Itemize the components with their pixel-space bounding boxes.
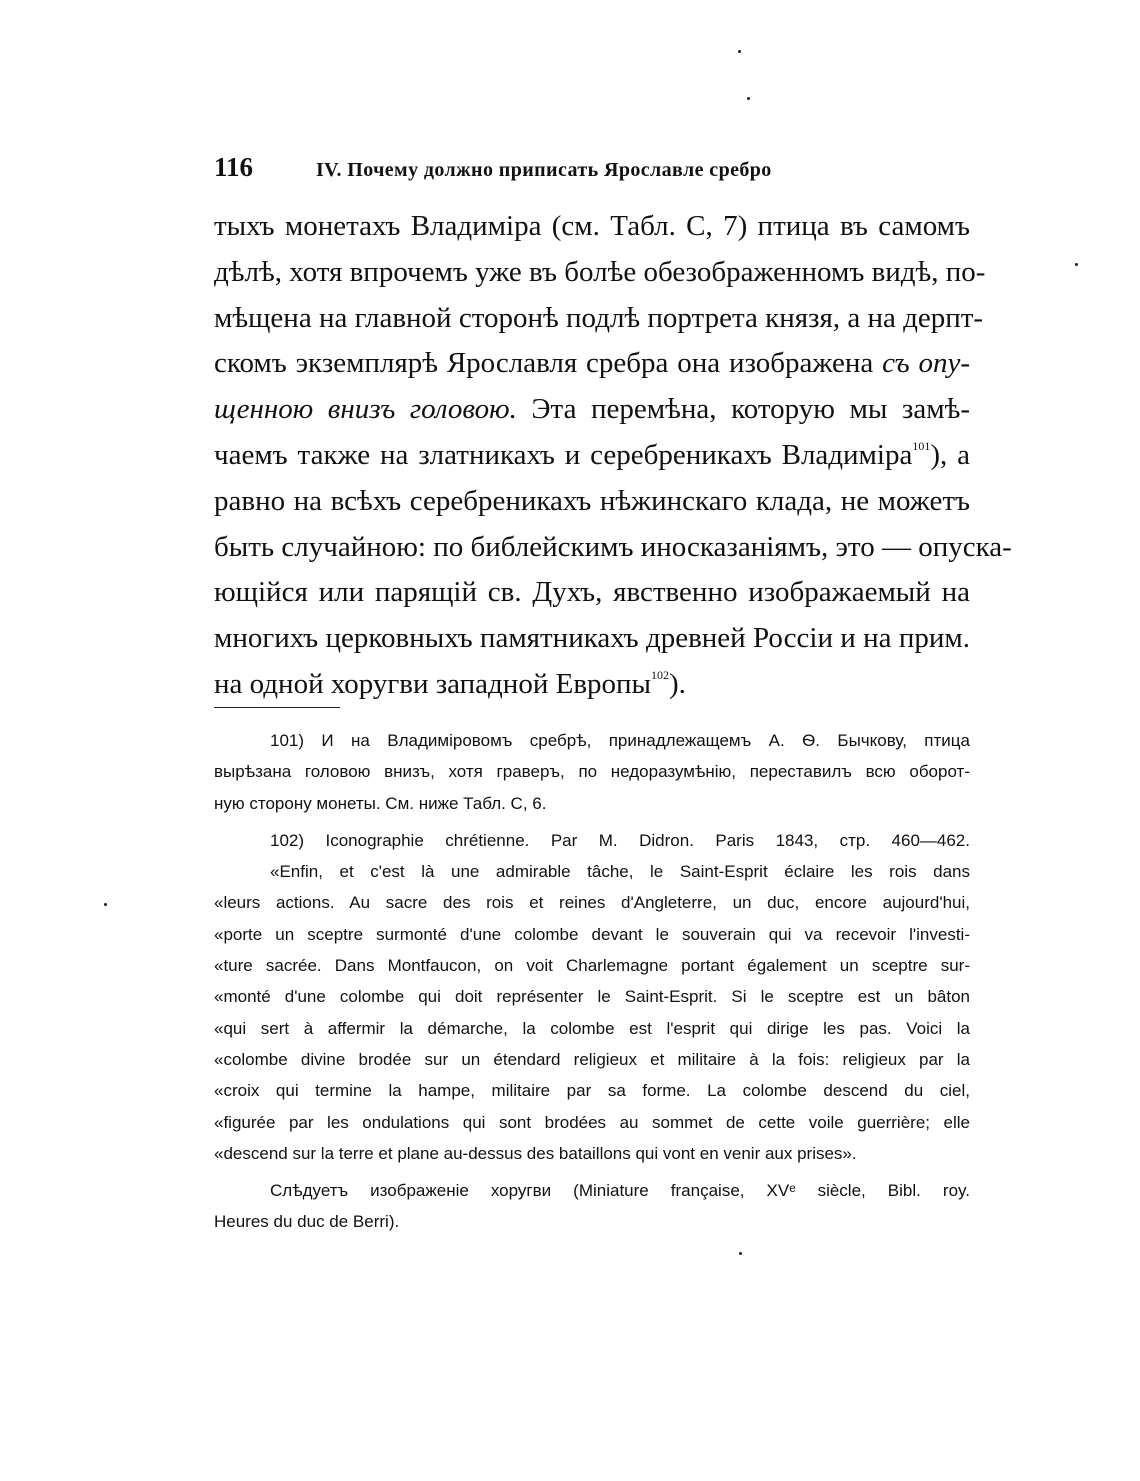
footnote-line: «qui sert à affermir la démarche, la colombe est l'esprit qui dirige les pas. Voici la [214,1018,970,1038]
footnote-line: 102) Iconographie chrétienne. Par M. Didron. Paris 1843, стр. 460—462. [270,830,970,850]
footnote-ref-102[interactable]: 102 [651,667,670,682]
scan-speck [1075,263,1078,266]
footnote-line: «leurs actions. Au sacre des rois et reines d'Angleterre, un duc, encore aujourd'hui, [214,893,970,913]
scan-speck [739,1252,742,1255]
text-line: равно на всѣхъ серебреникахъ нѣжинскаго клада, не можетъ [214,484,970,517]
text-segment: ). [669,667,686,700]
footnote-line: Слѣдуетъ изображеніе хоругви (Miniature française, XVᵉ siècle, Bibl. roy. [270,1181,970,1201]
footnote-line: Heures du duc de Berri). [214,1212,400,1232]
italic-phrase: щенною внизъ головою. [214,393,517,426]
text-segment: Эта перемѣна, которую мы замѣ- [531,393,970,426]
footnote-line: вырѣзана головою внизъ, хотя граверъ, по недоразумѣнію, переставилъ всю оборот- [214,762,970,782]
scan-speck [747,97,750,100]
footnote-line: «croix qui termine la hampe, militaire par sa forme. La colombe descend du ciel, [214,1081,970,1101]
running-head [214,152,974,192]
running-title: IV. Почему должно приписать Ярославле сребро [316,159,772,181]
text-line: ющійся или парящій св. Духъ, явственно изображаемый на [214,576,970,609]
footnotes [214,725,970,1238]
text-segment: на одной хоругви западной Европы [214,667,652,700]
text-line [214,341,970,387]
text-line: быть случайною: по библейскимъ иносказаніямъ, это — опуска- [214,530,1012,563]
text-line [214,662,970,708]
text-segment: ), а [930,438,971,471]
text-line: мѣщена на главной сторонѣ подлѣ портрета князя, а на дерпт- [214,301,984,334]
scan-speck [738,50,741,53]
main-text [214,204,1012,708]
footnote-line: ную сторону монеты. См. ниже Табл. С, 6. [214,793,547,813]
italic-phrase: съ опу- [882,347,971,380]
text-line: многихъ церковныхъ памятникахъ древней Россіи и на прим. [214,622,970,655]
scan-speck [104,903,107,906]
footnote-line: «figurée par les ondulations qui sont brodées au sommet de cette voile guerrière; elle [214,1112,970,1132]
text-line: тыхъ монетахъ Владиміра (см. Табл. С, 7) птица въ самомъ [214,210,970,242]
footnote-line: «colombe divine brodée sur un étendard religieux et militaire à la fois: religieux par la [214,1049,970,1069]
footnote-line: «porte un sceptre surmonté d'une colombe devant le souverain qui va recevoir l'investi- [214,924,970,944]
text-line: дѣлѣ, хотя впрочемъ уже въ болѣе обезображенномъ видѣ, по- [214,255,986,288]
footnote-line: «monté d'une colombe qui doit représenter le Saint-Esprit. Si le sceptre est un bâton [214,987,970,1007]
footnote-line: «ture sacrée. Dans Montfaucon, on voit Charlemagne portant également un sceptre sur- [214,956,970,976]
footnote-line: «descend sur la terre et plane au-dessus des bataillons qui vont en venir aux prises». [214,1143,857,1163]
text-segment: чаемъ также на златникахъ и серебреникахъ Владиміра [214,438,913,471]
footnote-divider [214,707,340,708]
footnote-line: «Enfin, et c'est là une admirable tâche, le Saint-Esprit éclaire les rois dans [270,862,970,882]
text-line [214,433,970,479]
page-number: 116 [214,152,254,182]
text-line [214,387,970,433]
footnote-ref-101[interactable]: 101 [912,438,931,453]
footnote-line: 101) И на Владиміровомъ сребрѣ, принадлежащемъ А. Ѳ. Бычкову, птица [270,731,970,750]
text-segment: скомъ экземплярѣ Ярославля сребра она изображена [214,347,874,380]
